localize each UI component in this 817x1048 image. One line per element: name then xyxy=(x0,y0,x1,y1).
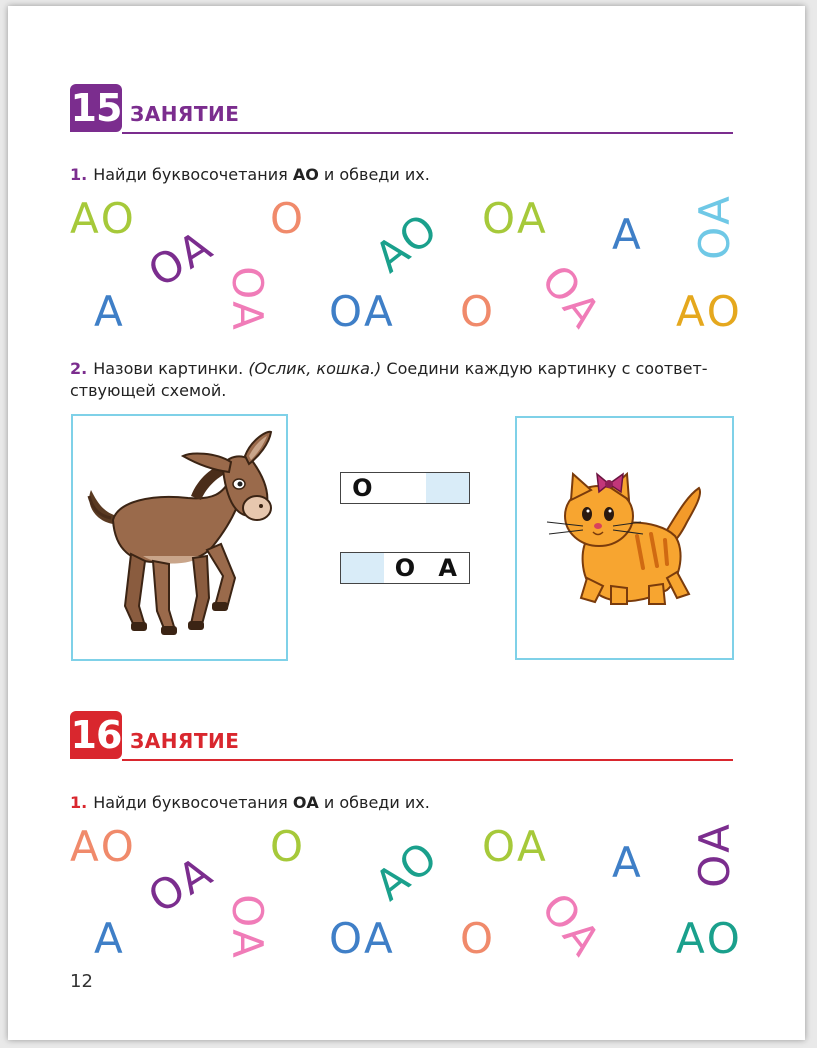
letter-combo[interactable]: А xyxy=(94,287,125,336)
donkey-illustration xyxy=(73,416,286,659)
sound-schema-2[interactable] xyxy=(340,552,470,584)
letter-combo[interactable]: ОА xyxy=(531,255,611,338)
letter-combo[interactable]: ОА xyxy=(531,883,611,966)
schema-cell xyxy=(341,553,384,583)
schema-cell xyxy=(426,473,469,503)
letter-combo[interactable]: АО xyxy=(365,831,448,911)
task-number: 1. xyxy=(70,793,88,812)
letter-combo[interactable]: АО xyxy=(676,287,742,336)
lesson-16-number: 16 xyxy=(70,713,122,757)
letter-combo[interactable]: О xyxy=(460,287,496,336)
lesson-15-task-1 xyxy=(70,164,735,186)
letter-combo[interactable]: А xyxy=(612,838,643,887)
page-number: 12 xyxy=(70,971,93,992)
letter-combo[interactable]: ОА xyxy=(329,287,395,336)
donkey-picture-frame[interactable] xyxy=(71,414,288,661)
letter-combo[interactable]: О xyxy=(270,194,306,243)
letter-combo[interactable]: А xyxy=(94,914,125,963)
letter-combo[interactable]: ОА xyxy=(482,194,548,243)
schema-cell xyxy=(384,473,427,503)
letter-combo[interactable]: ОА xyxy=(222,266,272,332)
sound-schema-1[interactable] xyxy=(340,472,470,504)
task-text: Найди буквосочетания xyxy=(93,793,288,812)
schema-cell: О xyxy=(352,474,373,502)
letter-combo[interactable]: О xyxy=(270,822,306,871)
task-text-end: Соедини каждую картинку с соответ- xyxy=(386,359,708,378)
letter-combo[interactable]: АО xyxy=(70,822,136,871)
letter-combo[interactable]: ОА xyxy=(222,894,272,960)
letter-combo[interactable]: АО xyxy=(70,194,136,243)
letter-combo[interactable]: А xyxy=(612,210,643,259)
lesson-15-header xyxy=(70,84,733,136)
letter-combo[interactable]: ОА xyxy=(689,194,739,260)
task-text: Найди буквосочетания xyxy=(93,165,288,184)
lesson-15-number: 15 xyxy=(70,86,122,130)
letter-combo[interactable]: ОА xyxy=(329,914,395,963)
lesson-16-rule xyxy=(122,759,733,761)
letter-combo[interactable]: ОА xyxy=(482,822,548,871)
task-text: Назови картинки. xyxy=(93,359,244,378)
letter-combo[interactable]: ОА xyxy=(139,220,222,297)
lesson-15-title: ЗАНЯТИЕ xyxy=(130,102,240,126)
lesson-15-rule xyxy=(122,132,733,134)
task-text-end: и обведи их. xyxy=(323,793,430,812)
task-number: 1. xyxy=(70,165,88,184)
task-highlight: ОА xyxy=(292,793,319,812)
schema-cell: О xyxy=(394,554,416,582)
letter-combo[interactable]: АО xyxy=(365,203,448,283)
task-text-end: и обведи их. xyxy=(323,165,430,184)
lesson-15-task-2 xyxy=(70,358,735,402)
letter-combo[interactable]: ОА xyxy=(139,846,222,923)
lesson-16-header xyxy=(70,711,733,763)
cat-illustration xyxy=(517,418,732,658)
task-number: 2. xyxy=(70,359,88,378)
letter-combo[interactable]: АО xyxy=(676,914,742,963)
schema-cell: А xyxy=(438,554,457,582)
letter-combo[interactable]: О xyxy=(460,914,496,963)
lesson-16-task-1 xyxy=(70,792,735,814)
lesson-16-title: ЗАНЯТИЕ xyxy=(130,729,240,753)
task-highlight: АО xyxy=(292,165,319,184)
task-italic: (Ослик, кошка.) xyxy=(248,359,382,378)
letter-combo[interactable]: ОА xyxy=(689,822,739,888)
task-text-line2: ствующей схемой. xyxy=(70,381,227,400)
cat-picture-frame[interactable] xyxy=(515,416,734,660)
